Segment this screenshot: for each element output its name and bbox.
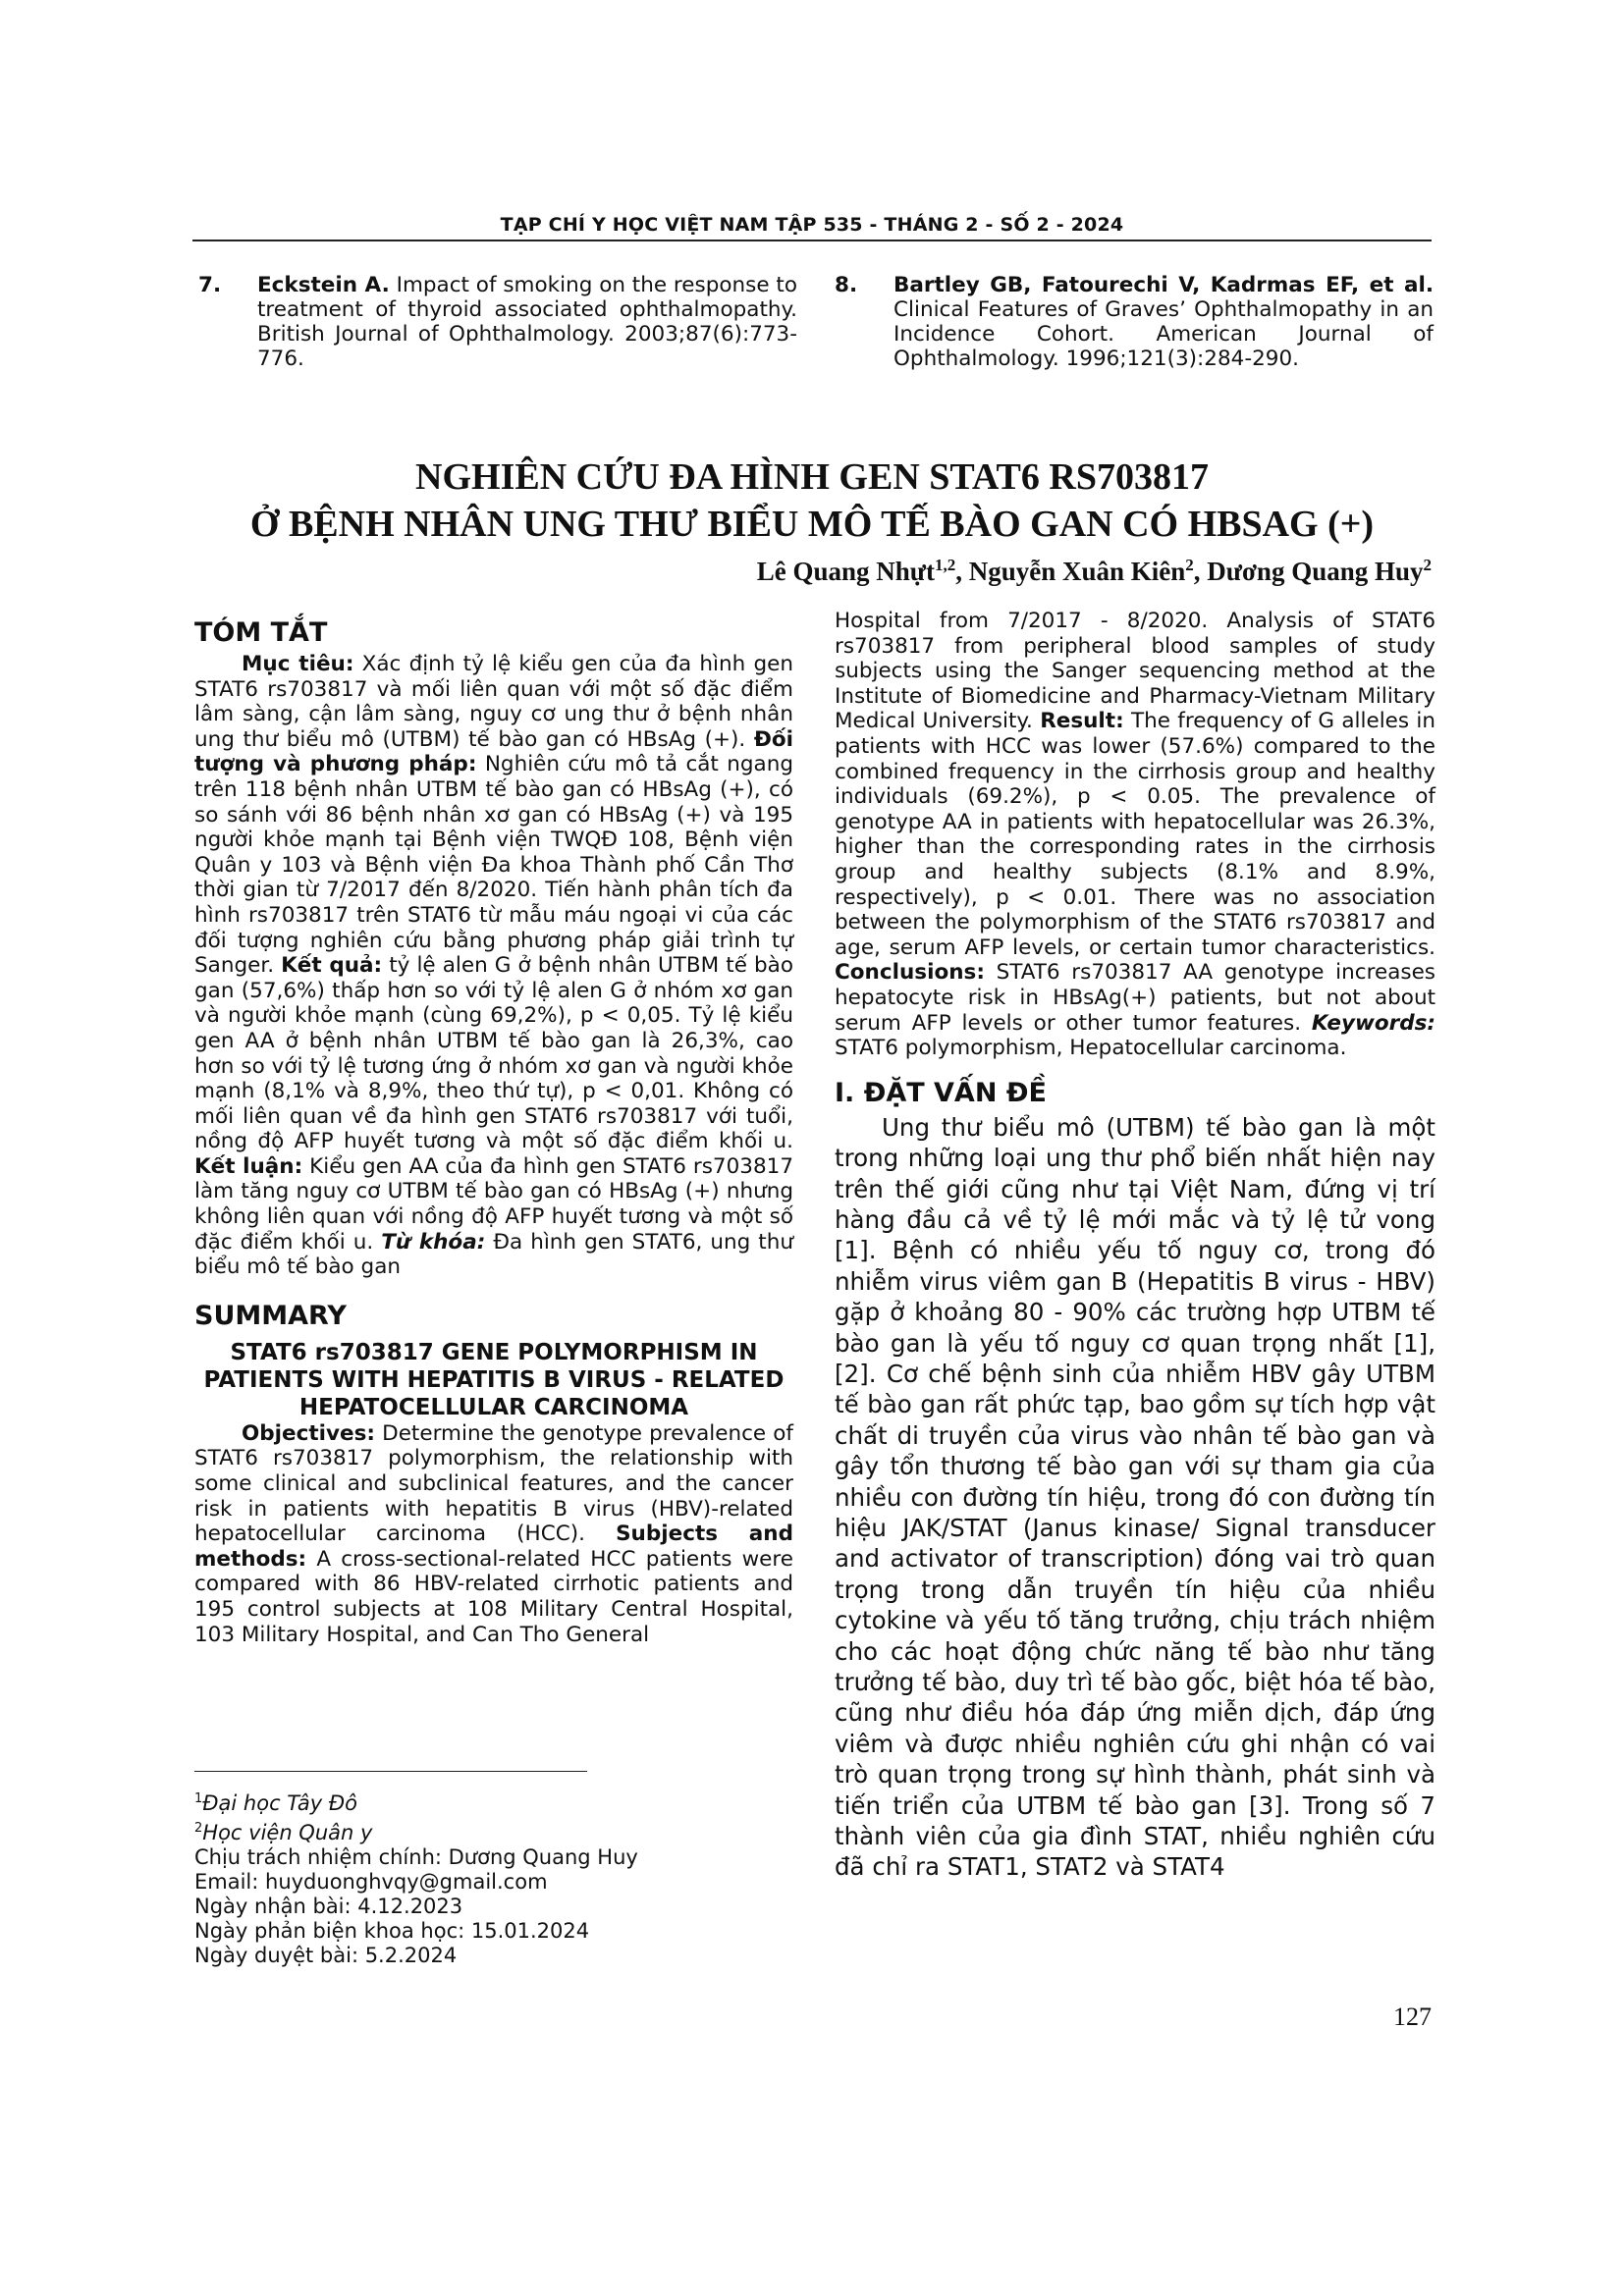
intro-text: Ung thư biểu mô (UTBM) tế bào gan là một trong những loại ung thư phổ biến nhất hiện nay trên thế giới cũng như tại Việt Nam, đứng vị trí hàng đầu cả về tỷ lệ mới mắc và tỷ lệ tử vong [1]. Bệnh có nhiều yếu tố nguy cơ, trong đó nhiễm virus viêm gan B (Hepatitis B virus - HBV) gặp ở khoảng 80 - 90% các trường hợp UTBM tế bào gan là yếu tố nguy cơ quan trọng nhất [1], [2]. Cơ chế bệnh sinh của nhiễm HBV gây UTBM tế bào gan rất phức tạp, bao gồm sự tích hợp vật chất di truyền của virus vào nhân tế bào gan và gây tổn thương tế bào gan với sự tham gia của nhiều con đường tín hiệu, trong đó con đường tín hiệu JAK/STAT (Janus kinase/ Signal transducer and activator of transcription) đóng vai trò quan trọng trong dẫn truyền tín hiệu của nhiều cytokine và yếu tố tăng trưởng, chịu trách nhiệm cho các hoạt động chức năng tế bào như tăng trưởng tế bào, duy trì tế bào gốc, biệt hóa tế bào, cũng như điều hóa đáp ứng miễn dịch, đáp ứng viêm và được nhiều nghiên cứu ghi nhận có vai trò quan trọng trong sự hình thành, phát sinh và tiến triển của UTBM tế bào gan [3]. Trong số 7 thành viên của gia đình STAT, nhiều nghiên cứu đã chỉ ra STAT1, STAT2 và STAT4: [835, 1112, 1435, 1882]
author-name: Dương Quang Huy: [1207, 557, 1424, 586]
reference-item: [198, 273, 797, 371]
reference-item: [835, 273, 1434, 371]
article-title-line: Ở BỆNH NHÂN UNG THƯ BIỂU MÔ TẾ BÀO GAN CÓ HBSAG (+): [249, 504, 1375, 545]
author-list: Lê Quang Nhựt$^{1,2}$, Nguyễn Xuân Kiên$^2$, Dương Quang Huy$^2$: [756, 556, 1432, 586]
reference-authors: Eckstein A.: [257, 273, 390, 297]
abstract-en-text: [194, 1421, 793, 1647]
abstract-en-continued: [835, 609, 1435, 1061]
label-result: Result:: [1040, 709, 1124, 734]
objective-text: Xác định tỷ lệ kiểu gen của đa hình gen STAT6 rs703817 và mối liên quan với một số đặc điểm lâm sàng, cận lâm sàng, nguy cơ ung thư ở bệnh nhân ung thư biểu mô (UTBM) tế bào gan có HBsAg (+).: [194, 652, 793, 752]
label-keywords: Từ khóa:: [381, 1229, 486, 1255]
right-column: [835, 609, 1435, 1883]
reference-text: Clinical Features of Graves’ Ophthalmopathy in an Incidence Cohort. American Journal of Ophthalmology. 1996;121(3):284-290.: [893, 297, 1434, 371]
label-conclusion: Kết luận:: [194, 1153, 303, 1179]
intro-heading: I. ĐẶT VẤN ĐỀ: [835, 1077, 1047, 1108]
page-number: 127: [1393, 2002, 1432, 2031]
summary-title: STAT6 rs703817 GENE POLYMORPHISM IN PATIENTS WITH HEPATITIS B VIRUS - RELATED HEPATOCELLULAR CARCINOMA: [203, 1339, 785, 1420]
author-name: Nguyễn Xuân Kiên: [968, 557, 1186, 586]
conclusions-text: STAT6 rs703817 AA genotype increases hepatocyte risk in HBsAg(+) patients, but not about serum AFP levels or other tumor features.: [835, 960, 1435, 1036]
label-objectives: Objectives:: [242, 1420, 376, 1446]
objectives-text: Determine the genotype prevalence of STAT6 rs703817 polymorphism, the relationship with some clinical and subclinical features, and the cancer risk in patients with hepatitis B virus (HBV)-related hepatocellular carcinoma (HCC).: [194, 1420, 793, 1547]
left-column: [194, 616, 793, 1647]
methods-en-continued: Hospital from 7/2017 - 8/2020. Analysis of STAT6 rs703817 from peripheral blood samples of study subjects using the Sanger sequencing method at the Institute of Biomedicine and Pharmacy-Vietnam Military Medical University.: [835, 609, 1435, 734]
footnote-rule: [194, 1771, 587, 1772]
article-title: [192, 454, 1432, 548]
author-name: Lê Quang Nhựt: [756, 557, 935, 586]
results-text: tỷ lệ alen G ở bệnh nhân UTBM tế bào gan (57,6%) thấp hơn so với tỷ lệ alen G ở nhóm xơ gan và người khỏe mạnh (cùng 69,2%), p < 0,05. Tỷ lệ kiểu gen AA ở bệnh nhân UTBM tế bào gan là 26,3%, cao hơn so với tỷ lệ tương ứng ở nhóm xơ gan và người khỏe mạnh (8,1% và 8,9%, theo thứ tự), p < 0,01. Không có mối liên quan về đa hình gen STAT6 rs703817 với tuổi, nồng độ AFP huyết tương và một số đặc điểm khối u.: [194, 953, 793, 1154]
methods-en-text: A cross-sectional-related HCC patients were compared with 86 HBV-related cirrhotic patients and 195 control subjects at 108 Military Central Hospital, 103 Military Hospital, and Can Tho General: [194, 1546, 793, 1647]
label-subjects-methods: Subjects and methods:: [194, 1522, 793, 1572]
methods-text: Nghiên cứu mô tả cắt ngang trên 118 bệnh nhân UTBM tế bào gan có HBsAg (+), có so sánh với 86 bệnh nhân xơ gan có HBsAg (+) và 195 người khỏe mạnh tại Bệnh viện TWQĐ 108, Bệnh viện Quân y 103 và Bệnh viện Đa khoa Thành phố Cần Thơ thời gian từ 7/2017 đến 8/2020. Tiến hành phân tích đa hình rs703817 trên STAT6 từ mẫu máu ngoại vi của các đối tượng nghiên cứu bằng phương pháp giải trình tự Sanger.: [194, 752, 793, 979]
email: Email: huyduonghvqy@gmail.com: [194, 1870, 548, 1894]
reference-number: 7.: [198, 273, 222, 297]
footnote-sup: 2: [194, 1821, 203, 1836]
affiliation-1: Đại học Tây Đô: [202, 1791, 358, 1815]
author-affiliation: 2: [1423, 556, 1432, 574]
corresponding-author: Chịu trách nhiệm chính: Dương Quang Huy: [194, 1845, 638, 1869]
keywords-en-text: STAT6 polymorphism, Hepatocellular carcinoma.: [835, 1036, 1347, 1061]
author-affiliation: 2: [1185, 556, 1194, 574]
review-date: Ngày phản biện khoa học: 15.01.2024: [194, 1919, 590, 1943]
reference-authors: Bartley GB, Fatourechi V, Kadrmas EF, et al.: [893, 273, 1434, 297]
author-affiliation: 1,2: [934, 556, 956, 574]
journal-header: TẠP CHÍ Y HỌC VIỆT NAM TẬP 535 - THÁNG 2 - SỐ 2 - 2024: [500, 214, 1124, 236]
label-methods: Đối tượng và phương pháp:: [194, 726, 793, 777]
abstract-vi-text: [194, 652, 793, 1280]
header-rule: [192, 240, 1432, 241]
summary-heading: SUMMARY: [194, 1300, 347, 1331]
received-date: Ngày nhận bài: 4.12.2023: [194, 1895, 463, 1918]
reference-text: Impact of smoking on the response to treatment of thyroid associated ophthalmopathy. British Journal of Ophthalmology. 2003;87(6):773-776.: [257, 273, 797, 371]
abstract-vi-heading: TÓM TẮT: [194, 617, 328, 648]
result-text: The frequency of G alleles in patients with HCC was lower (57.6%) compared to the combined frequency in the cirrhosis group and healthy individuals (69.2%), p < 0.05. The prevalence of genotype AA in patients with hepatocellular was 26.3%, higher than the corresponding rates in the cirrhosis group and healthy subjects (8.1% and 8.9%, respectively), p < 0.01. There was no association between the polymorphism of the STAT6 rs703817 and age, serum AFP levels, or certain tumor characteristics.: [835, 709, 1435, 960]
conclusion-text: Kiểu gen AA của đa hình gen STAT6 rs703817 làm tăng nguy cơ UTBM tế bào gan có HBsAg (+) nhưng không liên quan với nồng độ AFP huyết tương và một số đặc điểm khối u.: [194, 1153, 793, 1255]
label-objective: Mục tiêu:: [242, 652, 354, 676]
reference-number: 8.: [835, 273, 858, 297]
keywords-text: Đa hình gen STAT6, ung thư biểu mô tế bào gan: [194, 1229, 793, 1280]
footnotes: [194, 1787, 793, 1968]
label-keywords-en: Keywords:: [1311, 1010, 1435, 1036]
article-title-line: NGHIÊN CỨU ĐA HÌNH GEN STAT6 RS703817: [415, 456, 1209, 498]
footnote-sup: 1: [194, 1791, 203, 1806]
affiliation-2: Học viện Quân y: [202, 1821, 373, 1844]
accepted-date: Ngày duyệt bài: 5.2.2024: [194, 1944, 458, 1967]
label-conclusions: Conclusions:: [835, 960, 985, 986]
label-results: Kết quả:: [281, 953, 383, 979]
